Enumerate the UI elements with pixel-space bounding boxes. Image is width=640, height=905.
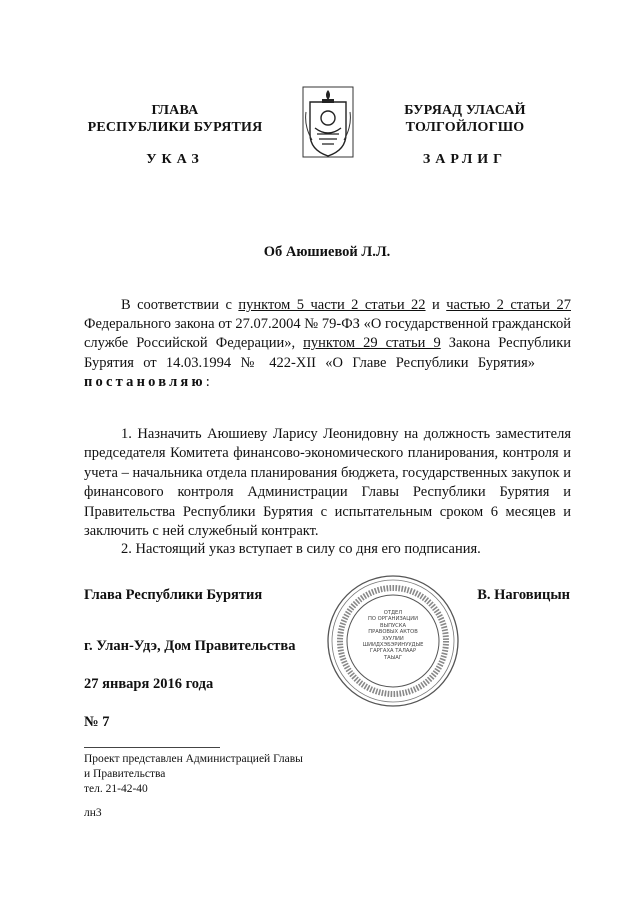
header-right-title	[360, 102, 570, 136]
header-right-line1: БУРЯАД УЛАСАЙ	[404, 103, 526, 118]
law-reference-link-3[interactable]: пунктом 29 статьи 9	[303, 335, 441, 352]
header-left-kind: УКАЗ	[146, 152, 204, 167]
preamble-text-2: и	[425, 297, 447, 313]
decree-word: постановляю	[84, 373, 206, 390]
header-left-line2: РЕСПУБЛИКИ БУРЯТИЯ	[87, 120, 263, 135]
signing-date: 27 января 2016 года	[84, 676, 214, 692]
header-right-line2: ТОЛГОЙЛОГШО	[405, 120, 525, 135]
official-stamp	[326, 574, 460, 708]
document-title: Об Аюшиевой Л.Л.	[263, 244, 391, 260]
law-reference-link-2[interactable]: частью 2 статьи 27	[446, 297, 571, 313]
decree-colon: :	[205, 373, 210, 390]
stamp-line-1: ОТДЕЛ	[383, 610, 403, 616]
stamp-line-2: ПО ОРГАНИЗАЦИИ	[367, 616, 418, 623]
header-left-title	[70, 102, 280, 136]
stamp-line-8: ТАЫАГ	[383, 654, 402, 661]
footer-line-1: Проект представлен Администрацией Главы	[84, 753, 303, 765]
footer-code: лн3	[84, 807, 102, 819]
header-right-kind: ЗАРЛИГ	[422, 152, 508, 167]
signing-place: г. Улан-Удэ, Дом Правительства	[84, 638, 296, 654]
order-paragraph-2: 2. Настоящий указ вступает в силу со дня его подписания.	[121, 541, 481, 557]
order-paragraph-1: 1. Назначить Аюшиеву Ларису Леонидовну на должность заместителя председателя Комитета финансово-экономического планирования, контроля и учета – начальника отдела планирования бюджета, государственных закупок и финансового контроля Администрации Главы Республики Бурятия и Правительства Республики Бурятия с испытательным сроком 6 месяцев и заключить с ней служебный контракт.	[84, 426, 571, 540]
preamble-text-4: Закона Республики Бурятия от 14.03.1994 № 422-XII «О Главе Республики Бурятия»	[84, 335, 571, 371]
stamp-line-4: ПРАВОВЫХ АКТОВ	[368, 629, 418, 636]
footer-line-2: и Правительства	[84, 768, 166, 780]
stamp-line-7: ГАРГАХА ТАЛААР	[369, 648, 417, 655]
preamble-paragraph	[84, 296, 571, 392]
preamble-text-3: Федерального закона от 27.07.2004 № 79-ФЗ «О государственной гражданской службе Российской Федерации»,	[84, 316, 571, 352]
law-reference-link-1[interactable]: пунктом 5 части 2 статьи 22	[238, 297, 426, 313]
header-left-line1: ГЛАВА	[151, 103, 199, 118]
stamp-line-6: ШИИДХЭБЭРИНУУДЫЕ	[362, 642, 424, 649]
preamble-text-1: В соответствии с	[121, 297, 239, 313]
coat-of-arms-icon	[302, 86, 354, 158]
signatory-position: Глава Республики Бурятия	[84, 587, 263, 603]
stamp-line-3: ВЫПУСКА	[379, 622, 407, 629]
footer-divider	[84, 747, 220, 748]
decree-number: № 7	[84, 714, 110, 730]
footer-note	[84, 752, 303, 797]
signatory-name: В. Наговицын	[477, 587, 570, 603]
stamp-line-5: ХУУЛИИ	[382, 635, 404, 642]
footer-phone: тел. 21-42-40	[84, 783, 148, 795]
